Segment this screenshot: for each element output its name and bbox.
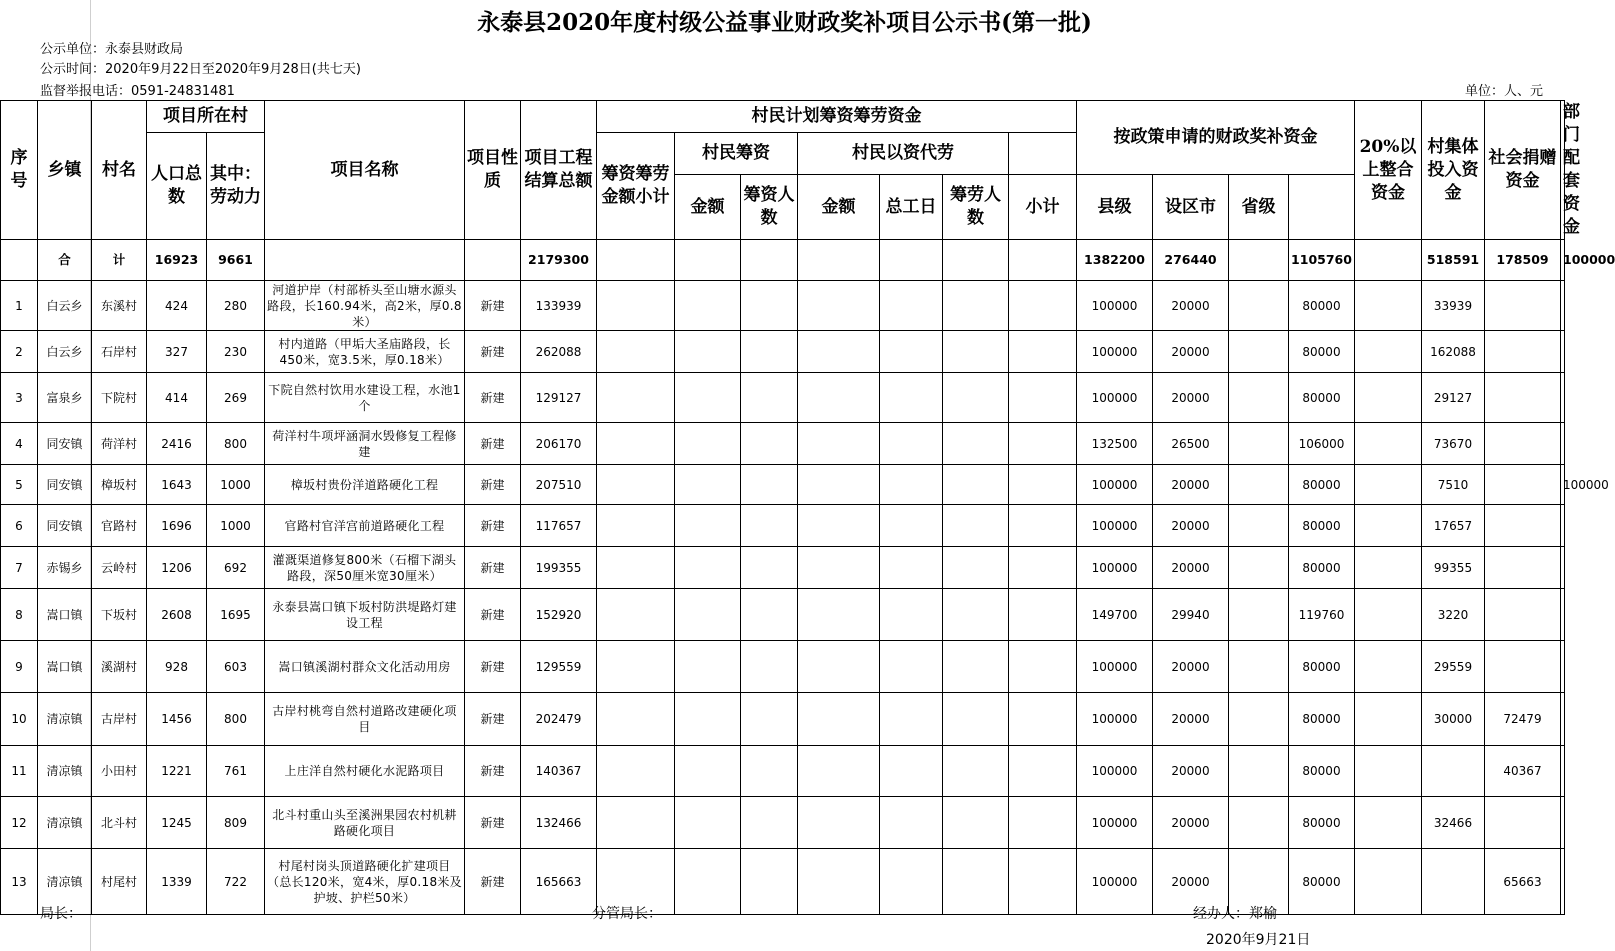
- cell-donation: [1485, 373, 1561, 423]
- header-raise-people: 筹资人数: [741, 175, 798, 240]
- unit-info: 单位：人、元: [1464, 84, 1543, 99]
- cell-donation: [1485, 505, 1561, 547]
- table-row: [1, 849, 1565, 915]
- header-project-name: 项目名称: [265, 101, 465, 240]
- cell-town: 清凉镇: [38, 797, 92, 849]
- table-row: [1, 641, 1565, 693]
- header-nature: 项目性质: [465, 101, 521, 240]
- cell-province: 80000: [1289, 331, 1355, 373]
- total-label-1: 合: [38, 240, 92, 281]
- handler-sign: 经办人：郑榆: [1193, 906, 1277, 922]
- cell-sub: 132500: [1077, 423, 1153, 465]
- cell-donation: [1485, 547, 1561, 589]
- cell-nature: 新建: [465, 797, 521, 849]
- cell-sub: 100000: [1077, 281, 1153, 331]
- cell-town: 同安镇: [38, 423, 92, 465]
- cell-dept: [1561, 641, 1565, 693]
- cell-dept: 100000: [1561, 465, 1565, 505]
- header-fund-subtotal: 筹资筹劳金额小计: [597, 133, 675, 240]
- cell-pop: 1339: [147, 849, 207, 915]
- cell-name: 村内道路（甲垢大圣庙路段，长450米，宽3.5米，厚0.18米）: [265, 331, 465, 373]
- cell-dept: [1561, 746, 1565, 797]
- cell-town: 清凉镇: [38, 746, 92, 797]
- cell-village: 北斗村: [92, 797, 147, 849]
- cell-village: 石岸村: [92, 331, 147, 373]
- cell-name: 北斗村重山头至溪洲果园农村机耕路硬化项目: [265, 797, 465, 849]
- cell-labor: 280: [207, 281, 265, 331]
- cell-seq: 10: [1, 693, 38, 746]
- table-row: [1, 373, 1565, 423]
- cell-village: 樟坂村: [92, 465, 147, 505]
- header-labor-days: 总工日: [880, 175, 943, 240]
- cell-total: 117657: [521, 505, 597, 547]
- cell-donation: [1485, 589, 1561, 641]
- cell-county: 20000: [1153, 849, 1229, 915]
- cell-collective: 73670: [1422, 423, 1485, 465]
- cell-town: 赤锡乡: [38, 547, 92, 589]
- cell-donation: 65663: [1485, 849, 1561, 915]
- cell-nature: 新建: [465, 849, 521, 915]
- cell-nature: 新建: [465, 423, 521, 465]
- cell-labor: 603: [207, 641, 265, 693]
- cell-labor: 692: [207, 547, 265, 589]
- cell-province: 80000: [1289, 849, 1355, 915]
- cell-labor: 1000: [207, 465, 265, 505]
- cell-collective: 30000: [1422, 693, 1485, 746]
- cell-donation: [1485, 797, 1561, 849]
- cell-total: 165663: [521, 849, 597, 915]
- cell-sub: 100000: [1077, 505, 1153, 547]
- total-collective: 518591: [1422, 240, 1485, 281]
- cell-village: 东溪村: [92, 281, 147, 331]
- cell-town: 富泉乡: [38, 373, 92, 423]
- header-labor: 其中：劳动力: [207, 133, 265, 240]
- cell-labor: 809: [207, 797, 265, 849]
- cell-total: 133939: [521, 281, 597, 331]
- cell-village: 官路村: [92, 505, 147, 547]
- cell-county: 20000: [1153, 641, 1229, 693]
- cell-total: 202479: [521, 693, 597, 746]
- cell-province: 80000: [1289, 465, 1355, 505]
- cell-province: 80000: [1289, 281, 1355, 331]
- cell-dept: [1561, 693, 1565, 746]
- cell-nature: 新建: [465, 746, 521, 797]
- cell-county: 20000: [1153, 693, 1229, 746]
- total-subsidy: 1382200: [1077, 240, 1153, 281]
- cell-town: 嵩口镇: [38, 641, 92, 693]
- cell-collective: 162088: [1422, 331, 1485, 373]
- cell-nature: 新建: [465, 693, 521, 746]
- cell-pop: 424: [147, 281, 207, 331]
- cell-collective: 99355: [1422, 547, 1485, 589]
- cell-total: 206170: [521, 423, 597, 465]
- cell-total: 129127: [521, 373, 597, 423]
- cell-labor: 1695: [207, 589, 265, 641]
- cell-pop: 1245: [147, 797, 207, 849]
- header-subsidy-group: 按政策申请的财政奖补资金: [1077, 101, 1355, 175]
- cell-sub: 100000: [1077, 797, 1153, 849]
- header-labor-people: 筹劳人数: [943, 175, 1009, 240]
- cell-donation: [1485, 423, 1561, 465]
- cell-nature: 新建: [465, 641, 521, 693]
- cell-province: 80000: [1289, 797, 1355, 849]
- cell-town: 白云乡: [38, 281, 92, 331]
- cell-dept: [1561, 547, 1565, 589]
- table-row: [1, 465, 1565, 505]
- table-row: [1, 423, 1565, 465]
- cell-nature: 新建: [465, 547, 521, 589]
- phone-info: 监督举报电话：0591-24831481: [40, 84, 235, 99]
- cell-labor: 761: [207, 746, 265, 797]
- cell-donation: [1485, 281, 1561, 331]
- header-total: 项目工程结算总额: [521, 101, 597, 240]
- cell-town: 同安镇: [38, 465, 92, 505]
- cell-collective: [1422, 849, 1485, 915]
- header-village-group: 项目所在村: [147, 101, 265, 133]
- cell-county: 29940: [1153, 589, 1229, 641]
- cell-collective: 7510: [1422, 465, 1485, 505]
- table-row: [1, 505, 1565, 547]
- cell-pop: 2608: [147, 589, 207, 641]
- cell-donation: [1485, 465, 1561, 505]
- cell-nature: 新建: [465, 505, 521, 547]
- cell-seq: 13: [1, 849, 38, 915]
- header-collective: 村集体投入资金: [1422, 101, 1485, 240]
- header-labor-amount: 金额: [798, 175, 880, 240]
- cell-dept: [1561, 849, 1565, 915]
- cell-dept: [1561, 505, 1565, 547]
- cell-pop: 1696: [147, 505, 207, 547]
- cell-village: 下坂村: [92, 589, 147, 641]
- cell-county: 20000: [1153, 505, 1229, 547]
- cell-labor: 1000: [207, 505, 265, 547]
- publisher-info: 公示单位：永泰县财政局: [40, 42, 184, 57]
- cell-sub: 100000: [1077, 849, 1153, 915]
- total-dept: 100000: [1561, 240, 1565, 281]
- cell-labor: 230: [207, 331, 265, 373]
- cell-name: 樟坂村贵份洋道路硬化工程: [265, 465, 465, 505]
- table-row: [1, 547, 1565, 589]
- cell-sub: 149700: [1077, 589, 1153, 641]
- total-donation: 178509: [1485, 240, 1561, 281]
- cell-nature: 新建: [465, 465, 521, 505]
- cell-dept: [1561, 589, 1565, 641]
- table-row: [1, 589, 1565, 641]
- total-amount: 2179300: [521, 240, 597, 281]
- cell-seq: 7: [1, 547, 38, 589]
- header-town: 乡镇: [38, 101, 92, 240]
- header-province: 省级: [1229, 175, 1289, 240]
- cell-collective: 33939: [1422, 281, 1485, 331]
- cell-province: 80000: [1289, 746, 1355, 797]
- cell-county: 20000: [1153, 281, 1229, 331]
- cell-seq: 2: [1, 331, 38, 373]
- cell-pop: 414: [147, 373, 207, 423]
- cell-labor: 269: [207, 373, 265, 423]
- header-village: 村名: [92, 101, 147, 240]
- cell-seq: 1: [1, 281, 38, 331]
- cell-sub: 100000: [1077, 331, 1153, 373]
- cell-nature: 新建: [465, 331, 521, 373]
- cell-name: 下院自然村饮用水建设工程，水池1个: [265, 373, 465, 423]
- project-table: [0, 100, 1615, 915]
- cell-name: 灌溉渠道修复800米（石榴下湖头路段，深50厘米宽30厘米）: [265, 547, 465, 589]
- cell-labor: 800: [207, 423, 265, 465]
- cell-sub: 100000: [1077, 465, 1153, 505]
- cell-village: 荷洋村: [92, 423, 147, 465]
- cell-pop: 1206: [147, 547, 207, 589]
- cell-total: 199355: [521, 547, 597, 589]
- cell-nature: 新建: [465, 373, 521, 423]
- header-city: 设区市: [1153, 175, 1229, 240]
- cell-seq: 4: [1, 423, 38, 465]
- cell-province: 80000: [1289, 547, 1355, 589]
- cell-dept: [1561, 281, 1565, 331]
- total-province: 1105760: [1289, 240, 1355, 281]
- cell-village: 村尾村: [92, 849, 147, 915]
- cell-seq: 8: [1, 589, 38, 641]
- cell-dept: [1561, 331, 1565, 373]
- cell-village: 下院村: [92, 373, 147, 423]
- sign-date: 2020年9月21日: [1206, 932, 1311, 948]
- cell-province: 106000: [1289, 423, 1355, 465]
- cell-dept: [1561, 423, 1565, 465]
- table-row: [1, 281, 1565, 331]
- cell-village: 古岸村: [92, 693, 147, 746]
- cell-collective: [1422, 746, 1485, 797]
- cell-pop: 1456: [147, 693, 207, 746]
- header-county: 县级: [1077, 175, 1153, 240]
- cell-village: 溪湖村: [92, 641, 147, 693]
- header-seq: 序号: [1, 101, 38, 240]
- cell-town: 清凉镇: [38, 693, 92, 746]
- cell-name: 上庄洋自然村硬化水泥路项目: [265, 746, 465, 797]
- header-subsidy-subtotal: 小计: [1009, 175, 1077, 240]
- cell-nature: 新建: [465, 281, 521, 331]
- cell-name: 荷洋村牛项坪涵洞水毁修复工程修建: [265, 423, 465, 465]
- director-sign: 局长：: [40, 906, 82, 922]
- cell-town: 同安镇: [38, 505, 92, 547]
- cell-village: 小田村: [92, 746, 147, 797]
- header-integrated: 20%以上整合资金: [1355, 101, 1422, 240]
- header-labor-group: 村民以资代劳: [798, 133, 1009, 175]
- cell-pop: 327: [147, 331, 207, 373]
- table-row: [1, 693, 1565, 746]
- table-row: [1, 797, 1565, 849]
- cell-total: 129559: [521, 641, 597, 693]
- cell-province: 80000: [1289, 693, 1355, 746]
- header-dept: 部门配套资金: [1561, 101, 1565, 240]
- total-row: [1, 240, 1565, 281]
- table-row: [1, 746, 1565, 797]
- deputy-sign: 分管局长：: [592, 906, 662, 922]
- header-fund-group: 村民计划筹资筹劳资金: [597, 101, 1077, 133]
- cell-seq: 9: [1, 641, 38, 693]
- cell-donation: 40367: [1485, 746, 1561, 797]
- cell-total: 262088: [521, 331, 597, 373]
- cell-name: 河道护岸（村部桥头至山塘水源头路段，长160.94米，高2米，厚0.8米）: [265, 281, 465, 331]
- cell-collective: 29559: [1422, 641, 1485, 693]
- header-population: 人口总数: [147, 133, 207, 240]
- cell-county: 20000: [1153, 465, 1229, 505]
- cell-donation: 72479: [1485, 693, 1561, 746]
- header-raise-amount: 金额: [675, 175, 741, 240]
- cell-seq: 6: [1, 505, 38, 547]
- cell-total: 207510: [521, 465, 597, 505]
- cell-dept: [1561, 373, 1565, 423]
- total-population: 16923: [147, 240, 207, 281]
- cell-nature: 新建: [465, 589, 521, 641]
- cell-county: 20000: [1153, 331, 1229, 373]
- cell-donation: [1485, 331, 1561, 373]
- cell-pop: 1643: [147, 465, 207, 505]
- cell-province: 80000: [1289, 373, 1355, 423]
- cell-pop: 1221: [147, 746, 207, 797]
- cell-donation: [1485, 641, 1561, 693]
- cell-name: 永泰县嵩口镇下坂村防洪堤路灯建设工程: [265, 589, 465, 641]
- cell-pop: 2416: [147, 423, 207, 465]
- cell-county: 20000: [1153, 373, 1229, 423]
- cell-dept: [1561, 797, 1565, 849]
- cell-labor: 800: [207, 693, 265, 746]
- cell-seq: 11: [1, 746, 38, 797]
- cell-collective: 3220: [1422, 589, 1485, 641]
- total-labor: 9661: [207, 240, 265, 281]
- cell-town: 清凉镇: [38, 849, 92, 915]
- cell-labor: 722: [207, 849, 265, 915]
- cell-county: 20000: [1153, 797, 1229, 849]
- cell-province: 80000: [1289, 505, 1355, 547]
- cell-sub: 100000: [1077, 693, 1153, 746]
- period-info: 公示时间：2020年9月22日至2020年9月28日(共七天): [40, 62, 361, 77]
- table-row: [1, 331, 1565, 373]
- cell-seq: 12: [1, 797, 38, 849]
- cell-total: 152920: [521, 589, 597, 641]
- cell-pop: 928: [147, 641, 207, 693]
- cell-sub: 100000: [1077, 641, 1153, 693]
- cell-town: 嵩口镇: [38, 589, 92, 641]
- cell-seq: 3: [1, 373, 38, 423]
- cell-seq: 5: [1, 465, 38, 505]
- cell-county: 20000: [1153, 746, 1229, 797]
- cell-province: 80000: [1289, 641, 1355, 693]
- cell-name: 嵩口镇溪湖村群众文化活动用房: [265, 641, 465, 693]
- cell-sub: 100000: [1077, 746, 1153, 797]
- cell-total: 132466: [521, 797, 597, 849]
- total-label-2: 计: [92, 240, 147, 281]
- cell-sub: 100000: [1077, 373, 1153, 423]
- cell-collective: 29127: [1422, 373, 1485, 423]
- cell-county: 20000: [1153, 547, 1229, 589]
- cell-village: 云岭村: [92, 547, 147, 589]
- cell-name: 官路村官洋宫前道路硬化工程: [265, 505, 465, 547]
- cell-province: 119760: [1289, 589, 1355, 641]
- cell-county: 26500: [1153, 423, 1229, 465]
- cell-name: 古岸村桃弯自然村道路改建硬化项目: [265, 693, 465, 746]
- page-title: 永泰县2020年度村级公益事业财政奖补项目公示书(第一批): [477, 9, 1092, 36]
- header-raise-group: 村民筹资: [675, 133, 798, 175]
- cell-collective: 17657: [1422, 505, 1485, 547]
- total-county: 276440: [1153, 240, 1229, 281]
- cell-name: 村尾村岗头顶道路硬化扩建项目（总长120米，宽4米，厚0.18米及护坡、护栏50米）: [265, 849, 465, 915]
- header-donation: 社会捐赠资金: [1485, 101, 1561, 240]
- cell-sub: 100000: [1077, 547, 1153, 589]
- cell-total: 140367: [521, 746, 597, 797]
- cell-collective: 32466: [1422, 797, 1485, 849]
- cell-town: 白云乡: [38, 331, 92, 373]
